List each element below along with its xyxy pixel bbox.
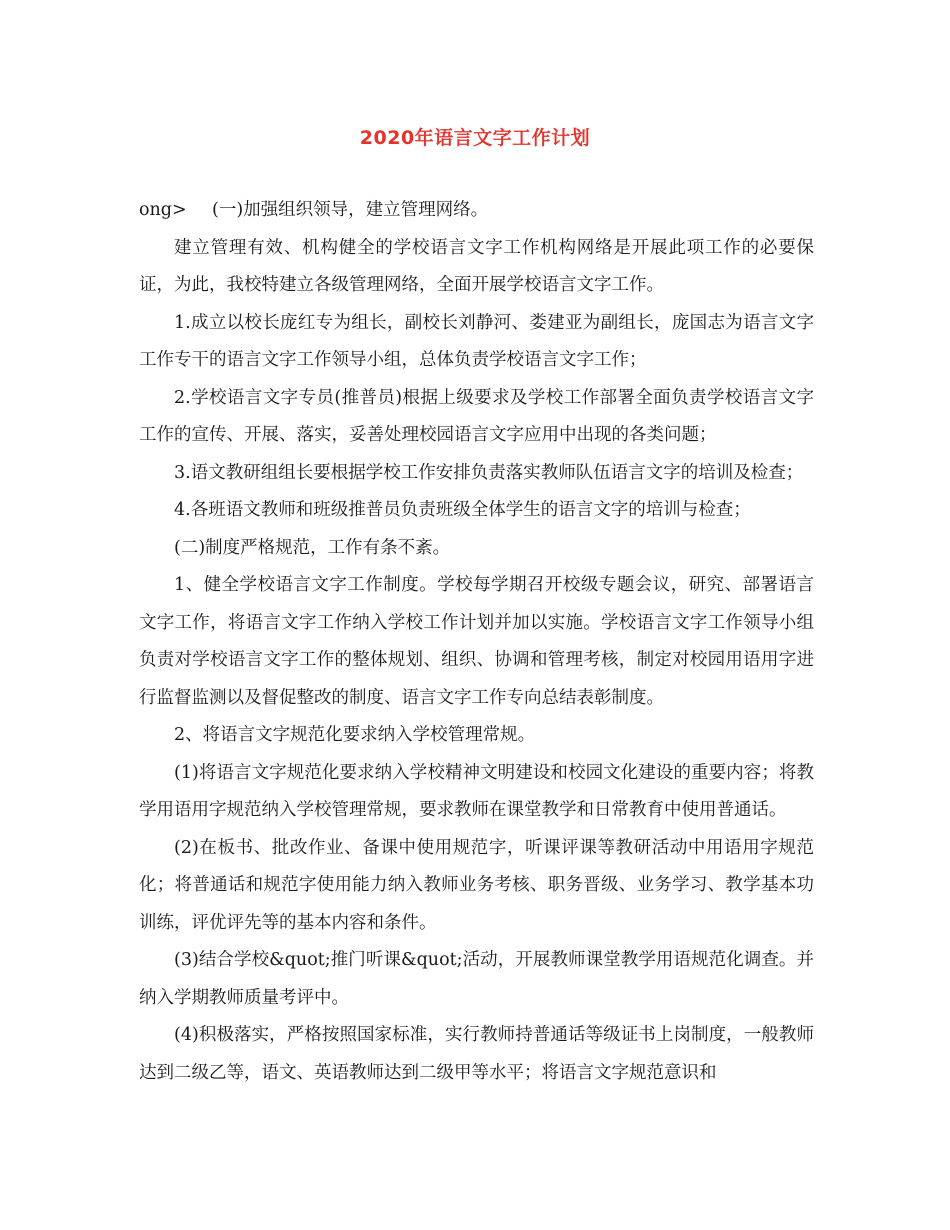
- paragraph-13: (4)积极落实，严格按照国家标准，实行教师持普通话等级证书上岗制度，一般教师达到二级乙等，语文、英语教师达到二级甲等水平；将语言文字规范意识和: [139, 1025, 814, 1083]
- paragraph-8: 1、健全学校语言文字工作制度。学校每学期召开校级专题会议，研究、部署语言文字工作，将语言文字工作纳入学校工作计划并加以实施。学校语言文字工作领导小组负责对学校语言文字工作的整体规划、组织、协调和管理考核，制定对校园用语用字进行监督监测以及督促整改的制度、语言文字工作专向总结表彰制度。: [139, 575, 814, 708]
- paragraph-5: 3.语文教研组组长要根据学校工作安排负责落实教师队伍语言文字的培训及检查；: [174, 462, 804, 483]
- paragraph-4: 2.学校语言文字专员(推普员)根据上级要求及学校工作部署全面负责学校语言文字工作的宣传、开展、落实，妥善处理校园语言文字应用中出现的各类问题；: [139, 387, 814, 445]
- paragraph-3: 1.成立以校长庞红专为组长，副校长刘静河、娄建亚为副组长，庞国志为语言文字工作专干的语言文字工作领导小组，总体负责学校语言文字工作；: [139, 312, 814, 370]
- lead-fragment: ong>: [139, 200, 187, 220]
- paragraph-11: (2)在板书、批改作业、备课中使用规范字，听课评课等教研活动中用语用字规范化；将普通话和规范字使用能力纳入教师业务考核、职务晋级、业务学习、教学基本功训练，评优评先等的基本内容和条件。: [139, 837, 814, 933]
- paragraph-10: (1)将语言文字规范化要求纳入学校精神文明建设和校园文化建设的重要内容；将教学用语用字规范纳入学校管理常规，要求教师在课堂教学和日常教育中使用普通话。: [139, 762, 814, 820]
- document-body: [139, 192, 814, 1092]
- paragraph-12: (3)结合学校&quot;推门听课&quot;活动，开展教师课堂教学用语规范化调查。并纳入学期教师质量考评中。: [139, 950, 814, 1008]
- paragraph-1: [139, 192, 814, 230]
- section-heading-2: (二)制度严格规范，工作有条不紊。: [174, 537, 451, 558]
- paragraph-9: 2、将语言文字规范化要求纳入学校管理常规。: [174, 725, 536, 745]
- document-title: 2020年语言文字工作计划: [359, 127, 591, 149]
- section-heading-1: (一)加强组织领导，建立管理网络。: [212, 200, 489, 220]
- paragraph-6: 4.各班语文教师和班级推普员负责班级全体学生的语言文字的培训与检查；: [174, 500, 751, 520]
- paragraph-2: 建立管理有效、机构健全的学校语言文字工作机构网络是开展此项工作的必要保证，为此，我校特建立各级管理网络，全面开展学校语言文字工作。: [139, 237, 814, 295]
